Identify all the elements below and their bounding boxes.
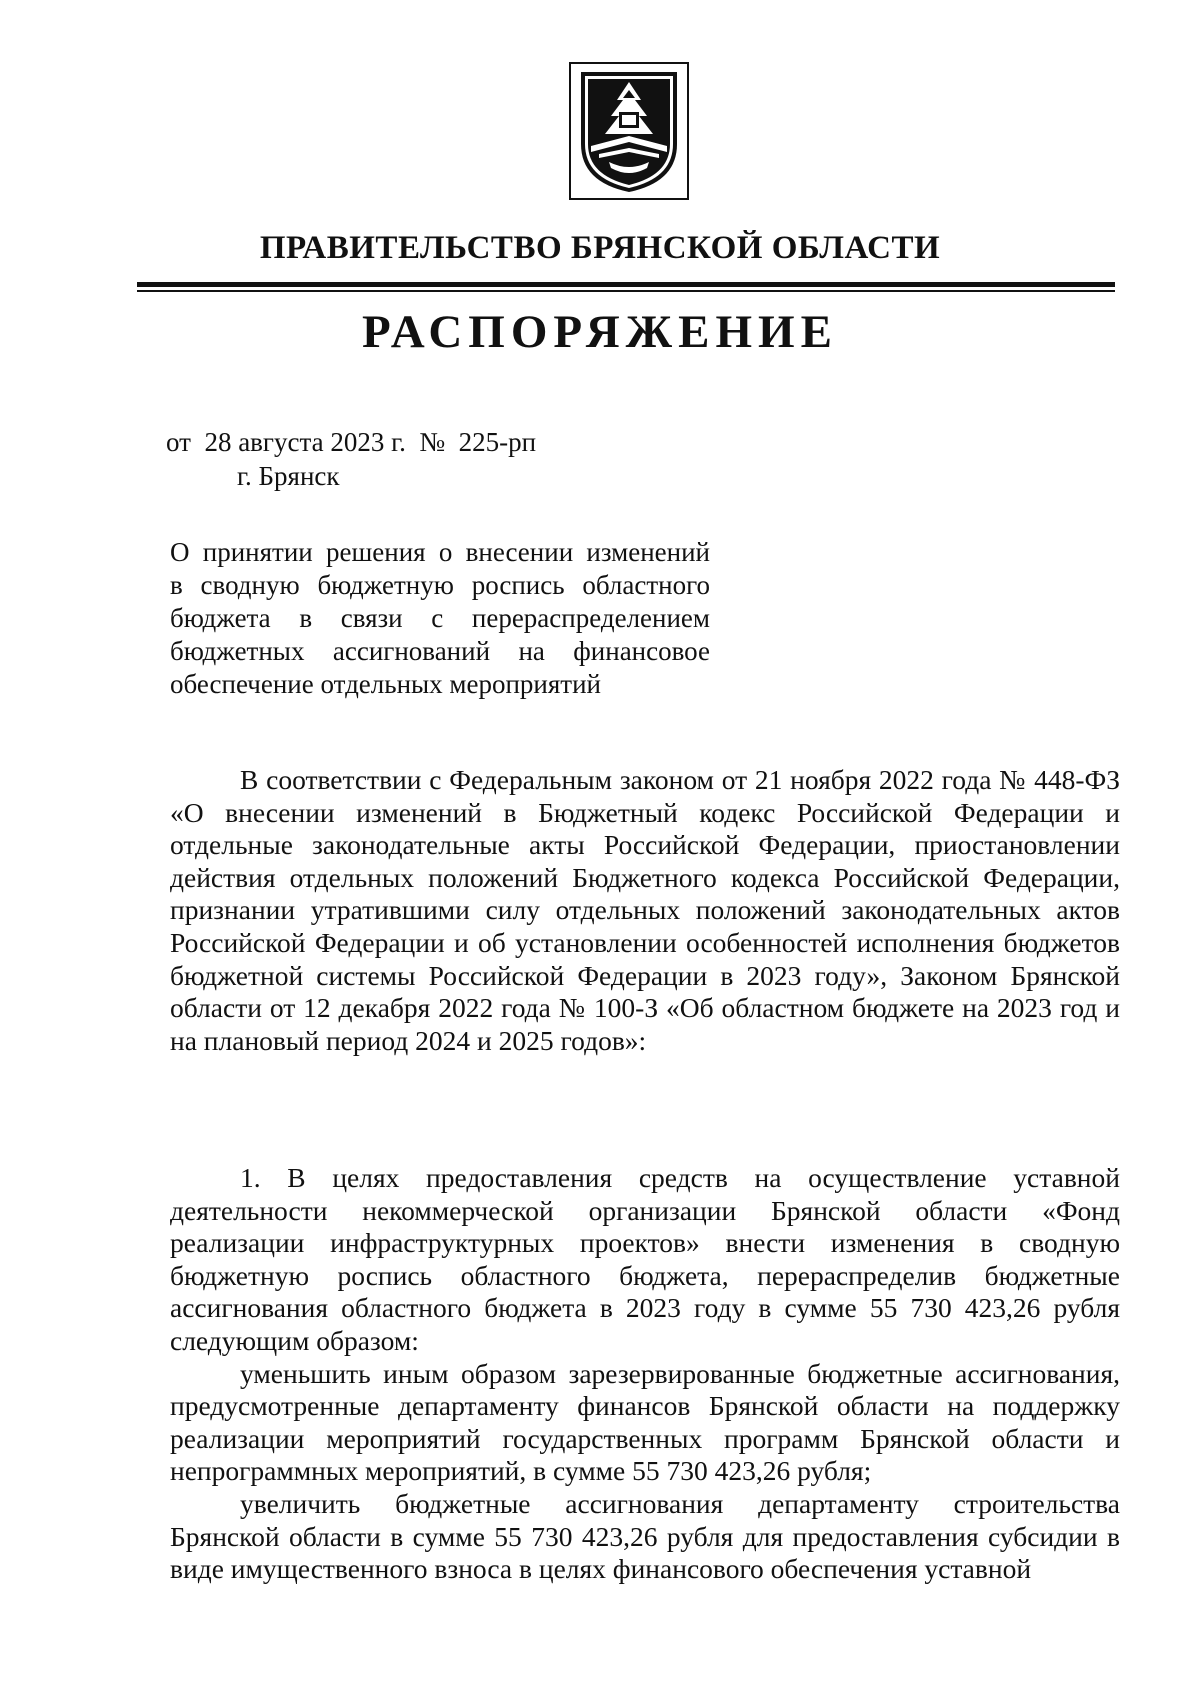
subject-line: бюджета в связи с перераспределением	[170, 603, 710, 633]
subject-line: О принятии решения о внесении изменений	[170, 537, 710, 567]
subject-line: бюджетных ассигнований на финансовое	[170, 636, 710, 666]
document-date-number: от 28 августа 2023 г. № 225-рп	[166, 427, 537, 457]
document-type-title: РАСПОРЯЖЕНИЕ	[362, 306, 838, 358]
header-divider-thin	[137, 290, 1115, 292]
document-subject	[170, 536, 710, 701]
subject-line: в сводную бюджетную роспись областного	[170, 570, 710, 600]
item-1-block	[170, 1162, 1120, 1586]
item-1-increase-paragraph: увеличить бюджетные ассигнования департаменту строительства Брянской области в сумме 55 730 423,26 рубля для предоставления субсидии в виде имущественного взноса в целях финансового обеспечения уставной	[170, 1487, 1120, 1585]
organization-title: ПРАВИТЕЛЬСТВО БРЯНСКОЙ ОБЛАСТИ	[259, 230, 941, 266]
item-1-paragraph: 1. В целях предоставления средств на осуществление уставной деятельности некоммерческой организации Брянской области «Фонд реализации инфраструктурных проектов» внести изменения в сводную бюджетную роспись областного бюджета, перераспределив бюджетные ассигнования областного бюджета в 2023 году в сумме 55 730 423,26 рубля следующим образом:	[170, 1162, 1120, 1356]
preamble-paragraph: В соответствии с Федеральным законом от 21 ноября 2022 года № 448-ФЗ «О внесении изменений в Бюджетный кодекс Российской Федерации и отдельные законодательные акты Российской Федерации, приостановлении действия отдельных положений Бюджетного кодекса Российской Федерации, признании утратившими силу отдельных положений законодательных актов Российской Федерации и об установлении особенностей исполнения бюджетов бюджетной системы Российской Федерации в 2023 году», Законом Брянской области от 12 декабря 2022 года № 100-З «Об областном бюджете на 2023 год и на плановый период 2024 и 2025 годов»:	[170, 764, 1120, 1056]
bryansk-coat-of-arms-icon	[569, 62, 689, 200]
item-1-decrease-paragraph: уменьшить иным образом зарезервированные бюджетные ассигнования, предусмотренные департаменту финансов Брянской области на поддержку реализации мероприятий государственных программ Брянской области и непрограммных мероприятий, в сумме 55 730 423,26 рубля;	[170, 1357, 1120, 1487]
document-city: г. Брянск	[237, 461, 340, 491]
subject-line: обеспечение отдельных мероприятий	[170, 669, 601, 699]
preamble-block	[170, 764, 1120, 1057]
header-divider-thick	[137, 282, 1115, 287]
